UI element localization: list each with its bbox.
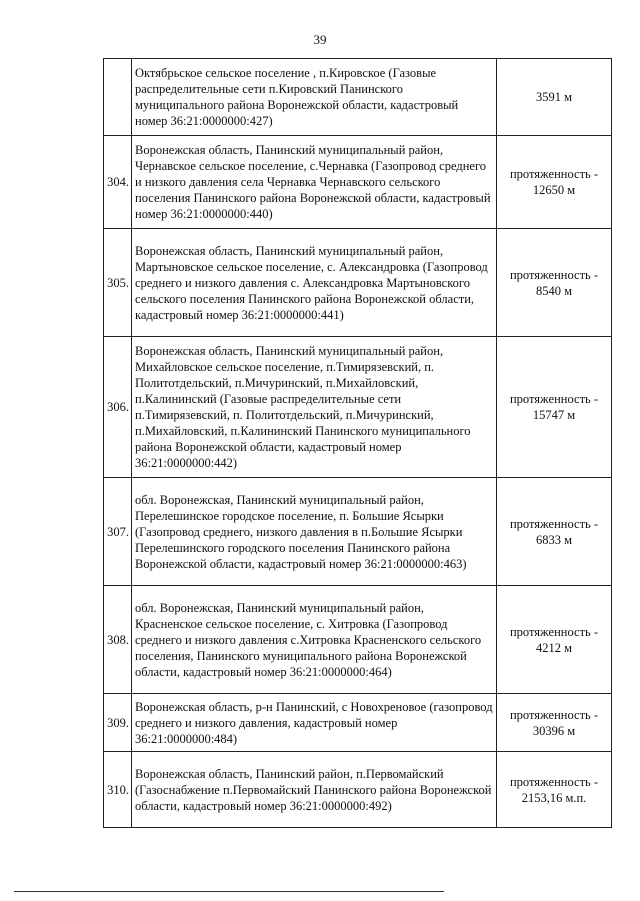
row-description: Октябрьское сельское поселение , п.Кировское (Газовые распределительные сети п.Кировский Панинского муниципального района Воронежской области, кадастровый номер 36:21:0000000:427) bbox=[132, 59, 497, 136]
row-number: 308. bbox=[104, 586, 132, 694]
row-description: Воронежская область, р-н Панинский, с Новохреновое (газопровод среднего и низкого давления, кадастровый номер 36:21:0000000:484) bbox=[132, 694, 497, 752]
table-row bbox=[104, 752, 612, 828]
table-row bbox=[104, 586, 612, 694]
footer-rule bbox=[14, 891, 444, 892]
row-length: протяженность - 15747 м bbox=[497, 337, 612, 478]
row-description: Воронежская область, Панинский муниципальный район, Мартыновское сельское поселение, с. Александровка (Газопровод среднего и низкого давления с. Александровка Мартыновского сельского поселения Панинского района Воронежской области, кадастровый номер 36:21:0000000:441) bbox=[132, 229, 497, 337]
row-length: протяженность - 8540 м bbox=[497, 229, 612, 337]
table-row bbox=[104, 694, 612, 752]
table-row bbox=[104, 337, 612, 478]
row-number: 304. bbox=[104, 136, 132, 229]
table-row bbox=[104, 136, 612, 229]
row-description: Воронежская область, Панинский район, п.Первомайский (Газоснабжение п.Первомайский Панинского района Воронежской области, кадастровый номер 36:21:0000000:492) bbox=[132, 752, 497, 828]
table-row bbox=[104, 478, 612, 586]
row-length: протяженность - 30396 м bbox=[497, 694, 612, 752]
row-length: протяженность - 6833 м bbox=[497, 478, 612, 586]
row-number: 307. bbox=[104, 478, 132, 586]
row-length: протяженность - 2153,16 м.п. bbox=[497, 752, 612, 828]
row-description: обл. Воронежская, Панинский муниципальный район, Перелешинское городское поселение, п. Большие Ясырки (Газопровод среднего, низкого давления в п.Большие Ясырки Перелешинского городского поселения Панинского района Воронежской области, кадастровый номер 36:21:0000000:463) bbox=[132, 478, 497, 586]
row-description: Воронежская область, Панинский муниципальный район, Михайловское сельское поселение, п.Тимирязевский, п. Политотдельский, п.Мичуринский, п.Михайловский, п.Калининский (Газовые распределительные сети п.Тимирязевский, п. Политотдельский, п.Мичуринский, п.Михайловский, п.Калининский Панинского муниципального района Воронежской области, кадастровый номер 36:21:0000000:442) bbox=[132, 337, 497, 478]
table-row bbox=[104, 59, 612, 136]
row-length: протяженность - 4212 м bbox=[497, 586, 612, 694]
row-description: Воронежская область, Панинский муниципальный район, Чернавское сельское поселение, с.Чернавка (Газопровод среднего и низкого давления села Чернавка Чернавского сельского поселения Панинского района Воронежской области, кадастровый номер 36:21:0000000:440) bbox=[132, 136, 497, 229]
row-number: 309. bbox=[104, 694, 132, 752]
row-number: 310. bbox=[104, 752, 132, 828]
row-length: 3591 м bbox=[497, 59, 612, 136]
row-number: 306. bbox=[104, 337, 132, 478]
property-table bbox=[103, 58, 612, 828]
table-row bbox=[104, 229, 612, 337]
row-number bbox=[104, 59, 132, 136]
page-number: 39 bbox=[313, 32, 327, 47]
row-description: обл. Воронежская, Панинский муниципальный район, Красненское сельское поселение, с. Хитровка (Газопровод среднего и низкого давления с.Хитровка Красненского сельского поселения, Панинского муниципального района Воронежской области, кадастровый номер 36:21:0000000:464) bbox=[132, 586, 497, 694]
row-length: протяженность - 12650 м bbox=[497, 136, 612, 229]
row-number: 305. bbox=[104, 229, 132, 337]
